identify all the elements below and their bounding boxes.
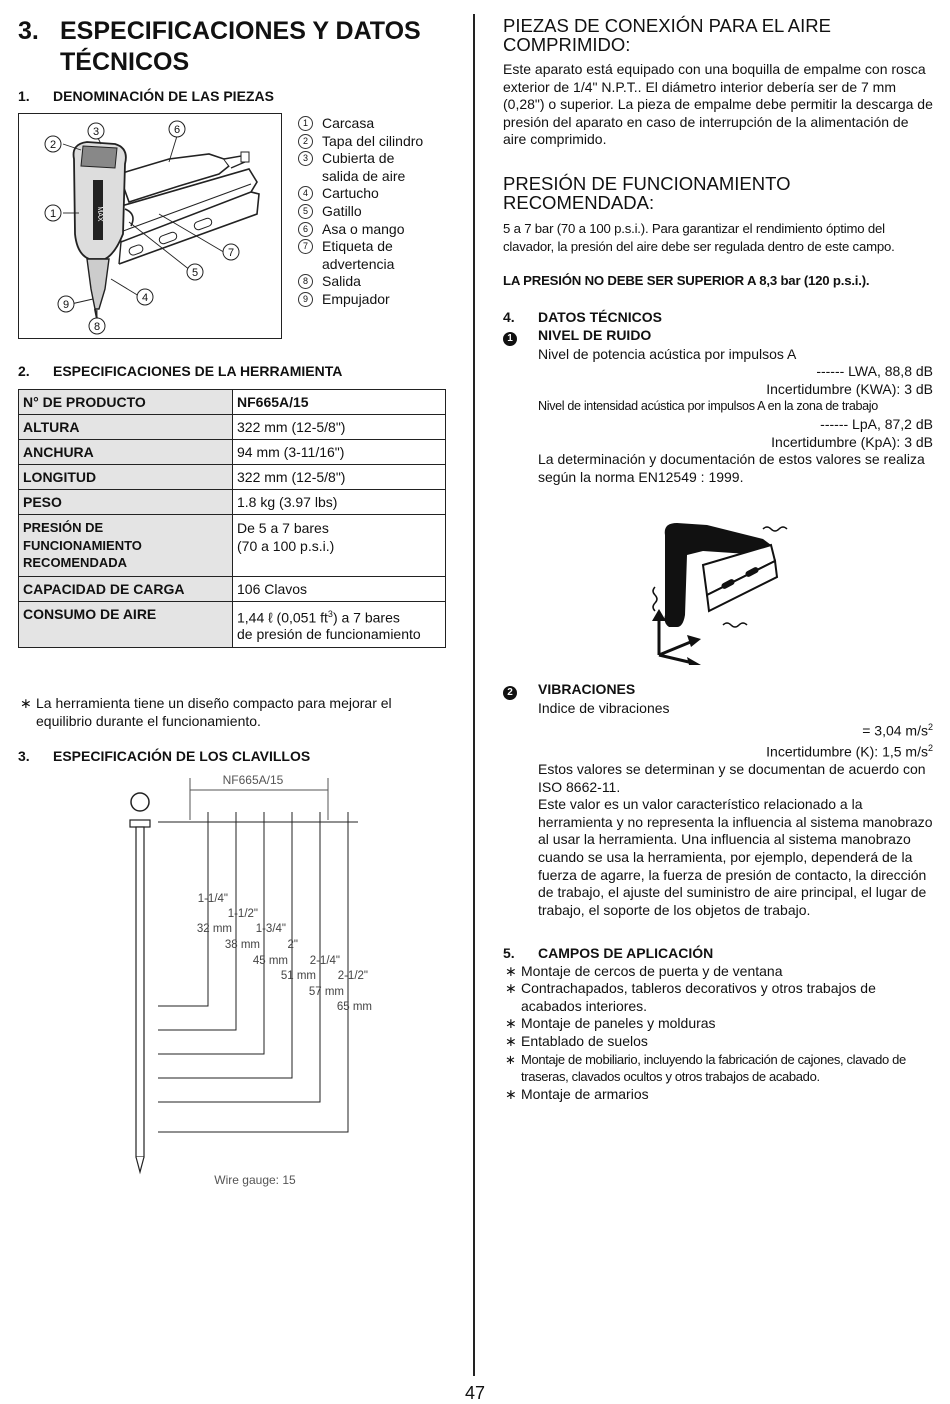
nail-length-inch: 1-3/4" bbox=[255, 923, 286, 935]
air-connection-section: PIEZAS DE CONEXIÓN PARA EL AIRE COMPRIMIDO: Este aparato está equipado con una boquilla de empalme con rosca exterior de 1/4" N.P.T.. El diámetro interior debería ser de 7 mm (0,28") o superior. La pieza de empalme debe permitir la descarga de presión del aparato en caso de interrupción de la alimentación de aire comprimido. bbox=[503, 15, 933, 148]
noise-title: 1 NIVEL DE RUIDO bbox=[503, 327, 933, 346]
nailer-parts-figure bbox=[18, 113, 282, 339]
nail-length-mm: 38 mm bbox=[224, 939, 260, 951]
part-item: 1 Carcasa bbox=[296, 115, 423, 133]
table-row: LONGITUD 322 mm (12-5/8") bbox=[19, 465, 446, 490]
brand-logo: MAX bbox=[96, 206, 103, 222]
callout-1: 1 bbox=[49, 208, 57, 220]
nail-length-mm: 51 mm bbox=[280, 970, 316, 982]
applications-section bbox=[503, 945, 933, 1103]
wire-gauge-label: Wire gauge: 15 bbox=[214, 1173, 296, 1187]
vibration-title: 2 VIBRACIONES bbox=[503, 681, 933, 700]
nail-length-mm: 57 mm bbox=[308, 986, 344, 998]
list-item: ∗ Montaje de mobiliario, incluyendo la fabricación de cajones, clavado de traseras, clavados ocultos y otros trabajos de acabado. bbox=[505, 1051, 906, 1085]
table-row: ANCHURA 94 mm (3-11/16") bbox=[19, 440, 446, 465]
callout-3: 3 bbox=[92, 126, 100, 138]
callout-7: 7 bbox=[227, 247, 235, 259]
nail-model-label: NF665A/15 bbox=[222, 773, 284, 787]
list-item: ∗ Montaje de paneles y molduras bbox=[505, 1015, 716, 1032]
section-3-title: 3. ESPECIFICACIÓN DE LOS CLAVILLOS bbox=[18, 748, 311, 764]
table-row: ALTURA 322 mm (12-5/8") bbox=[19, 415, 446, 440]
table-row: CAPACIDAD DE CARGA 106 Clavos bbox=[19, 576, 446, 601]
list-item: ∗ Montaje de armarios bbox=[505, 1085, 649, 1102]
pressure-title: PRESIÓN DE FUNCIONAMIENTO bbox=[503, 173, 791, 194]
list-item: ∗ Montaje de cercos de puerta y de ventana bbox=[505, 962, 783, 979]
nail-spec-figure bbox=[118, 772, 378, 1192]
callout-6: 6 bbox=[173, 124, 181, 136]
callout-9: 9 bbox=[62, 299, 70, 311]
part-item: 5 Gatillo bbox=[296, 203, 423, 221]
table-row: N° DE PRODUCTO NF665A/15 bbox=[19, 390, 446, 415]
nail-length-inch: 1-1/4" bbox=[197, 893, 228, 905]
parts-list bbox=[296, 115, 423, 309]
page-heading: 3. ESPECIFICACIONES Y DATOS TÉCNICOS bbox=[18, 17, 421, 76]
page-number: 47 bbox=[464, 1383, 486, 1403]
pressure-warning: LA PRESIÓN NO DEBE SER SUPERIOR A 8,3 bar (120 p.s.i.). bbox=[503, 273, 870, 289]
applications-list bbox=[503, 963, 933, 1104]
callout-5: 5 bbox=[191, 267, 199, 279]
section-2-title: 2. ESPECIFICACIONES DE LA HERRAMIENTA bbox=[18, 363, 343, 379]
part-item: 6 Asa o mango bbox=[296, 221, 423, 239]
air-connection-title: PIEZAS DE CONEXIÓN PARA EL AIRE bbox=[503, 15, 831, 36]
nailer-illustration bbox=[19, 114, 281, 338]
nail-length-inch: 2-1/2" bbox=[337, 970, 368, 982]
nail-length-inch: 2-1/4" bbox=[309, 955, 340, 967]
nail-length-inch: 2" bbox=[287, 939, 298, 951]
vibration-axes-illustration bbox=[643, 515, 793, 665]
list-item: ∗ Entablado de suelos bbox=[505, 1032, 648, 1049]
nail-length-mm: 32 mm bbox=[196, 923, 232, 935]
nail-length-mm: 45 mm bbox=[252, 955, 288, 967]
air-connection-text: Este aparato está equipado con una boquilla de empalme con rosca exterior de 1/4" N.P.T.. El diámetro interior debería ser de 7 mm (0,28") o superior. La pieza de empalme debe permitir la descarga de presión del aparato en caso de interrupción de la alimentación de aire comprimido. bbox=[503, 61, 933, 148]
part-item: 7 Etiqueta de advertencia bbox=[296, 238, 423, 273]
compact-design-note: ∗ La herramienta tiene un diseño compacto para mejorar el equilibrio durante el funcionamiento. bbox=[20, 695, 392, 729]
section-1-title: 1. DENOMINACIÓN DE LAS PIEZAS bbox=[18, 88, 274, 104]
pressure-text: 5 a 7 bar (70 a 100 p.s.i.). Para garantizar el rendimiento óptimo del clavador, la presión del aire debe ser regulada dentro de este campo. bbox=[503, 221, 895, 254]
part-item: 2 Tapa del cilindro bbox=[296, 133, 423, 151]
nail-length-inch: 1-1/2" bbox=[227, 908, 258, 920]
part-item: 3 Cubierta de salida de aire bbox=[296, 150, 423, 185]
callout-8: 8 bbox=[93, 321, 101, 333]
part-item: 4 Cartucho bbox=[296, 185, 423, 203]
tool-spec-table bbox=[18, 389, 446, 648]
part-item: 8 Salida bbox=[296, 273, 423, 291]
pressure-section: PRESIÓN DE FUNCIONAMIENTO RECOMENDADA: 5 a 7 bar (70 a 100 p.s.i.). Para garantizar el rendimiento óptimo del clavador, la presión del aire debe ser regulada dentro de este campo. LA PRESIÓN NO DEBE SER SUPERIOR A 8,3 bar (120 p.s.i.). bbox=[503, 174, 933, 290]
nail-length-mm: 65 mm bbox=[336, 1001, 372, 1013]
callout-4: 4 bbox=[141, 292, 149, 304]
table-row: PESO 1.8 kg (3.97 lbs) bbox=[19, 490, 446, 515]
vibration-section: 2 VIBRACIONES Indice de vibraciones = 3,04 $m/s^2$ Incertidumbre (K): 1,5 $m/s^2$ Estos valores se determinan y se documentan de acuerdo con ISO 8662-11. Este valor es un valor característico relacionado a la herramienta y no representa la influencia al sistema manobrazo al usar la herramienta. Una influencia al sistema manobrazo cuando se usa la herramienta, por ejemplo, dependerá de la fuerza de agarre, la fuerza de presión de contacto, la dirección de trabajo, el ajuste del suministro de aire principal, el lugar de trabajo, el soporte de los objetos de trabajo. bbox=[503, 681, 933, 919]
column-divider bbox=[473, 14, 475, 1376]
technical-data-section: 4. DATOS TÉCNICOS 1 NIVEL DE RUIDO Nivel de potencia acústica por impulsos A ------ LWA, 88,8 dB Incertidumbre (KWA): 3 dB Nivel de intensidad acústica por impulsos A en la zona de trabajo ------ LpA, 87,2 dB Incertidumbre (KpA): 3 dB La determinación y documentación de estos valores se realiza según la norma EN12549 : 1999. bbox=[503, 309, 933, 485]
applications-title: 5. CAMPOS DE APLICACIÓN bbox=[503, 945, 714, 961]
part-item: 9 Empujador bbox=[296, 291, 423, 309]
list-item: ∗ Contrachapados, tableros decorativos y otros trabajos de acabados interiores. bbox=[505, 980, 876, 1014]
table-row: PRESIÓN DE FUNCIONAMIENTO RECOMENDADA De 5 a 7 bares (70 a 100 p.s.i.) bbox=[19, 515, 446, 577]
table-row: CONSUMO DE AIRE 1,44 ℓ (0,051 $ft^3$) a 7 bares de presión de funcionamiento bbox=[19, 601, 446, 648]
callout-2: 2 bbox=[49, 139, 57, 151]
